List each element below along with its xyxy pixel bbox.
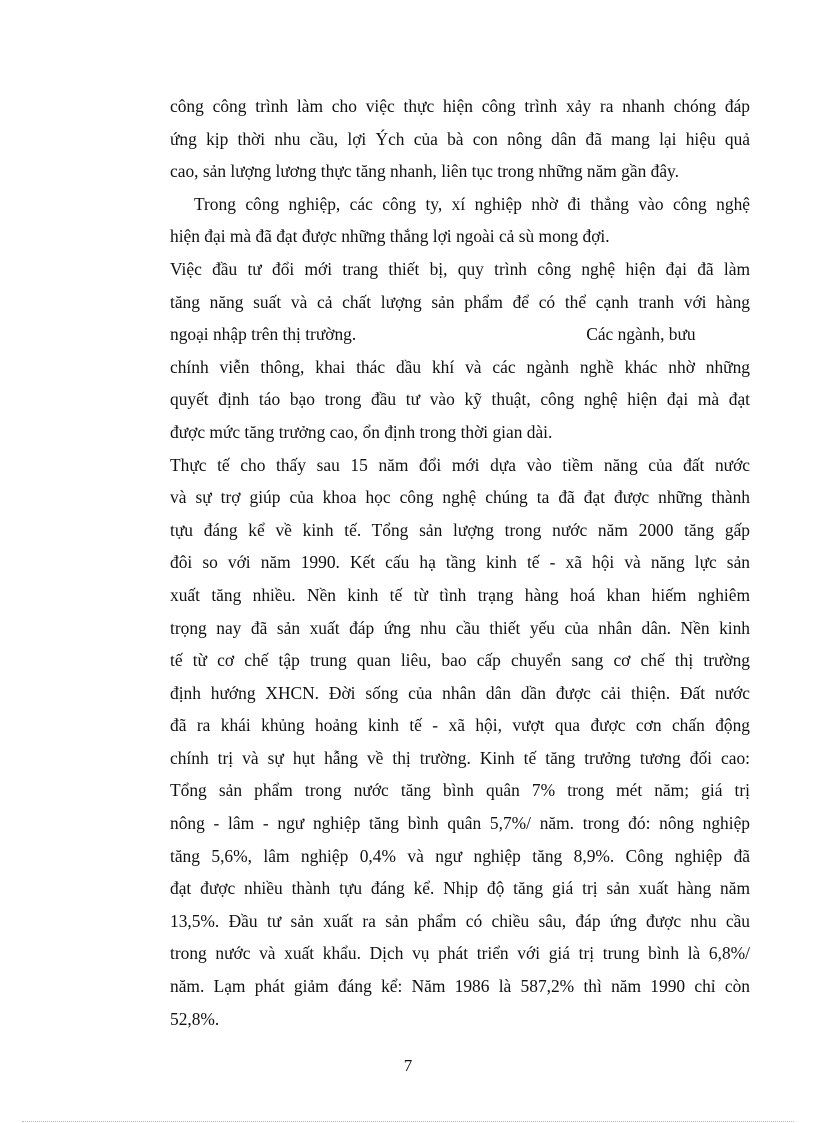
text-line: đôi so với năm 1990. Kết cấu hạ tầng kinh tế - xã hội và năng lực sản [170,552,750,573]
text-line: Tổng sản phẩm trong nước tăng bình quân 7% trong mét năm; giá trị [170,780,750,801]
text-line: chính viễn thông, khai thác dầu khí và các ngành nghề khác nhờ những [170,356,750,377]
text-line: Trong công nghiệp, các công ty, xí nghiệp nhờ đi thẳng vào công nghệ [194,193,750,214]
text-line: tăng năng suất và cả chất lượng sản phẩm để có thể cạnh tranh với hàng [170,291,750,312]
text-line: xuất tăng nhiều. Nền kinh tế từ tình trạng hàng hoá khan hiếm nghiêm [170,584,750,605]
text-line: năm. Lạm phát giảm đáng kể: Năm 1986 là 587,2% thì năm 1990 chỉ còn [170,976,750,997]
text-line: hiện đại mà đã đạt được những thắng lợi ngoài cả sù mong đợi. [170,226,610,247]
text-line: trong nước và xuất khẩu. Dịch vụ phát triển với giá trị trung bình là 6,8%/ [170,943,750,964]
text-line: tế từ cơ chế tập trung quan liêu, bao cấp chuyển sang cơ chế thị trường [170,650,750,671]
text-line: ứng kịp thời nhu cầu, lợi Ých của bà con nông dân đã mang lại hiệu quả [170,128,750,149]
text-segment: Các ngành, bưu [586,324,696,345]
footer-divider [22,1121,794,1122]
text-line: Việc đầu tư đổi mới trang thiết bị, quy trình công nghệ hiện đại đã làm [170,258,750,279]
text-segment: ngoại nhập trên thị trường. [170,324,357,345]
text-line: đạt được nhiều thành tựu đáng kể. Nhịp độ tăng giá trị sản xuất hàng năm [170,878,750,899]
text-line: cao, sản lượng lương thực tăng nhanh, liên tục trong những năm gần đây. [170,161,679,182]
text-line: và sự trợ giúp của khoa học công nghệ chúng ta đã đạt được những thành [170,487,750,508]
text-line: đã ra khái khủng hoảng kinh tế - xã hội, vượt qua được cơn chấn động [170,715,750,736]
text-line: tựu đáng kể về kinh tế. Tổng sản lượng trong nước năm 2000 tăng gấp [170,519,750,540]
text-line [170,318,750,351]
text-line: nông - lâm - ngư nghiệp tăng bình quân 5,7%/ năm. trong đó: nông nghiệp [170,813,750,834]
text-line: công công trình làm cho việc thực hiện công trình xảy ra nhanh chóng đáp [170,96,750,116]
text-line: trọng nay đã sản xuất đáp ứng nhu cầu thiết yếu của nhân dân. Nền kinh [170,617,750,638]
body-text [170,90,750,1035]
text-line: 13,5%. Đầu tư sản xuất ra sản phẩm có chiều sâu, đáp ứng được nhu cầu [170,910,750,931]
text-line: Thực tế cho thấy sau 15 năm đổi mới dựa vào tiềm năng của đất nước [170,454,750,475]
text-line: được mức tăng trưởng cao, ổn định trong thời gian dài. [170,421,553,442]
text-line: tăng 5,6%, lâm nghiệp 0,4% và ngư nghiệp tăng 8,9%. Công nghiệp đã [170,845,750,866]
text-line: chính trị và sự hụt hẫng về thị trường. Kinh tế tăng trưởng tương đối cao: [170,747,750,768]
page-number: 7 [403,1056,413,1075]
text-line: 52,8%. [170,1008,220,1029]
text-line: quyết định táo bạo trong đầu tư vào kỹ thuật, công nghệ hiện đại mà đạt [170,389,750,410]
text-line: định hướng XHCN. Đời sống của nhân dân dần được cải thiện. Đất nước [170,682,750,703]
